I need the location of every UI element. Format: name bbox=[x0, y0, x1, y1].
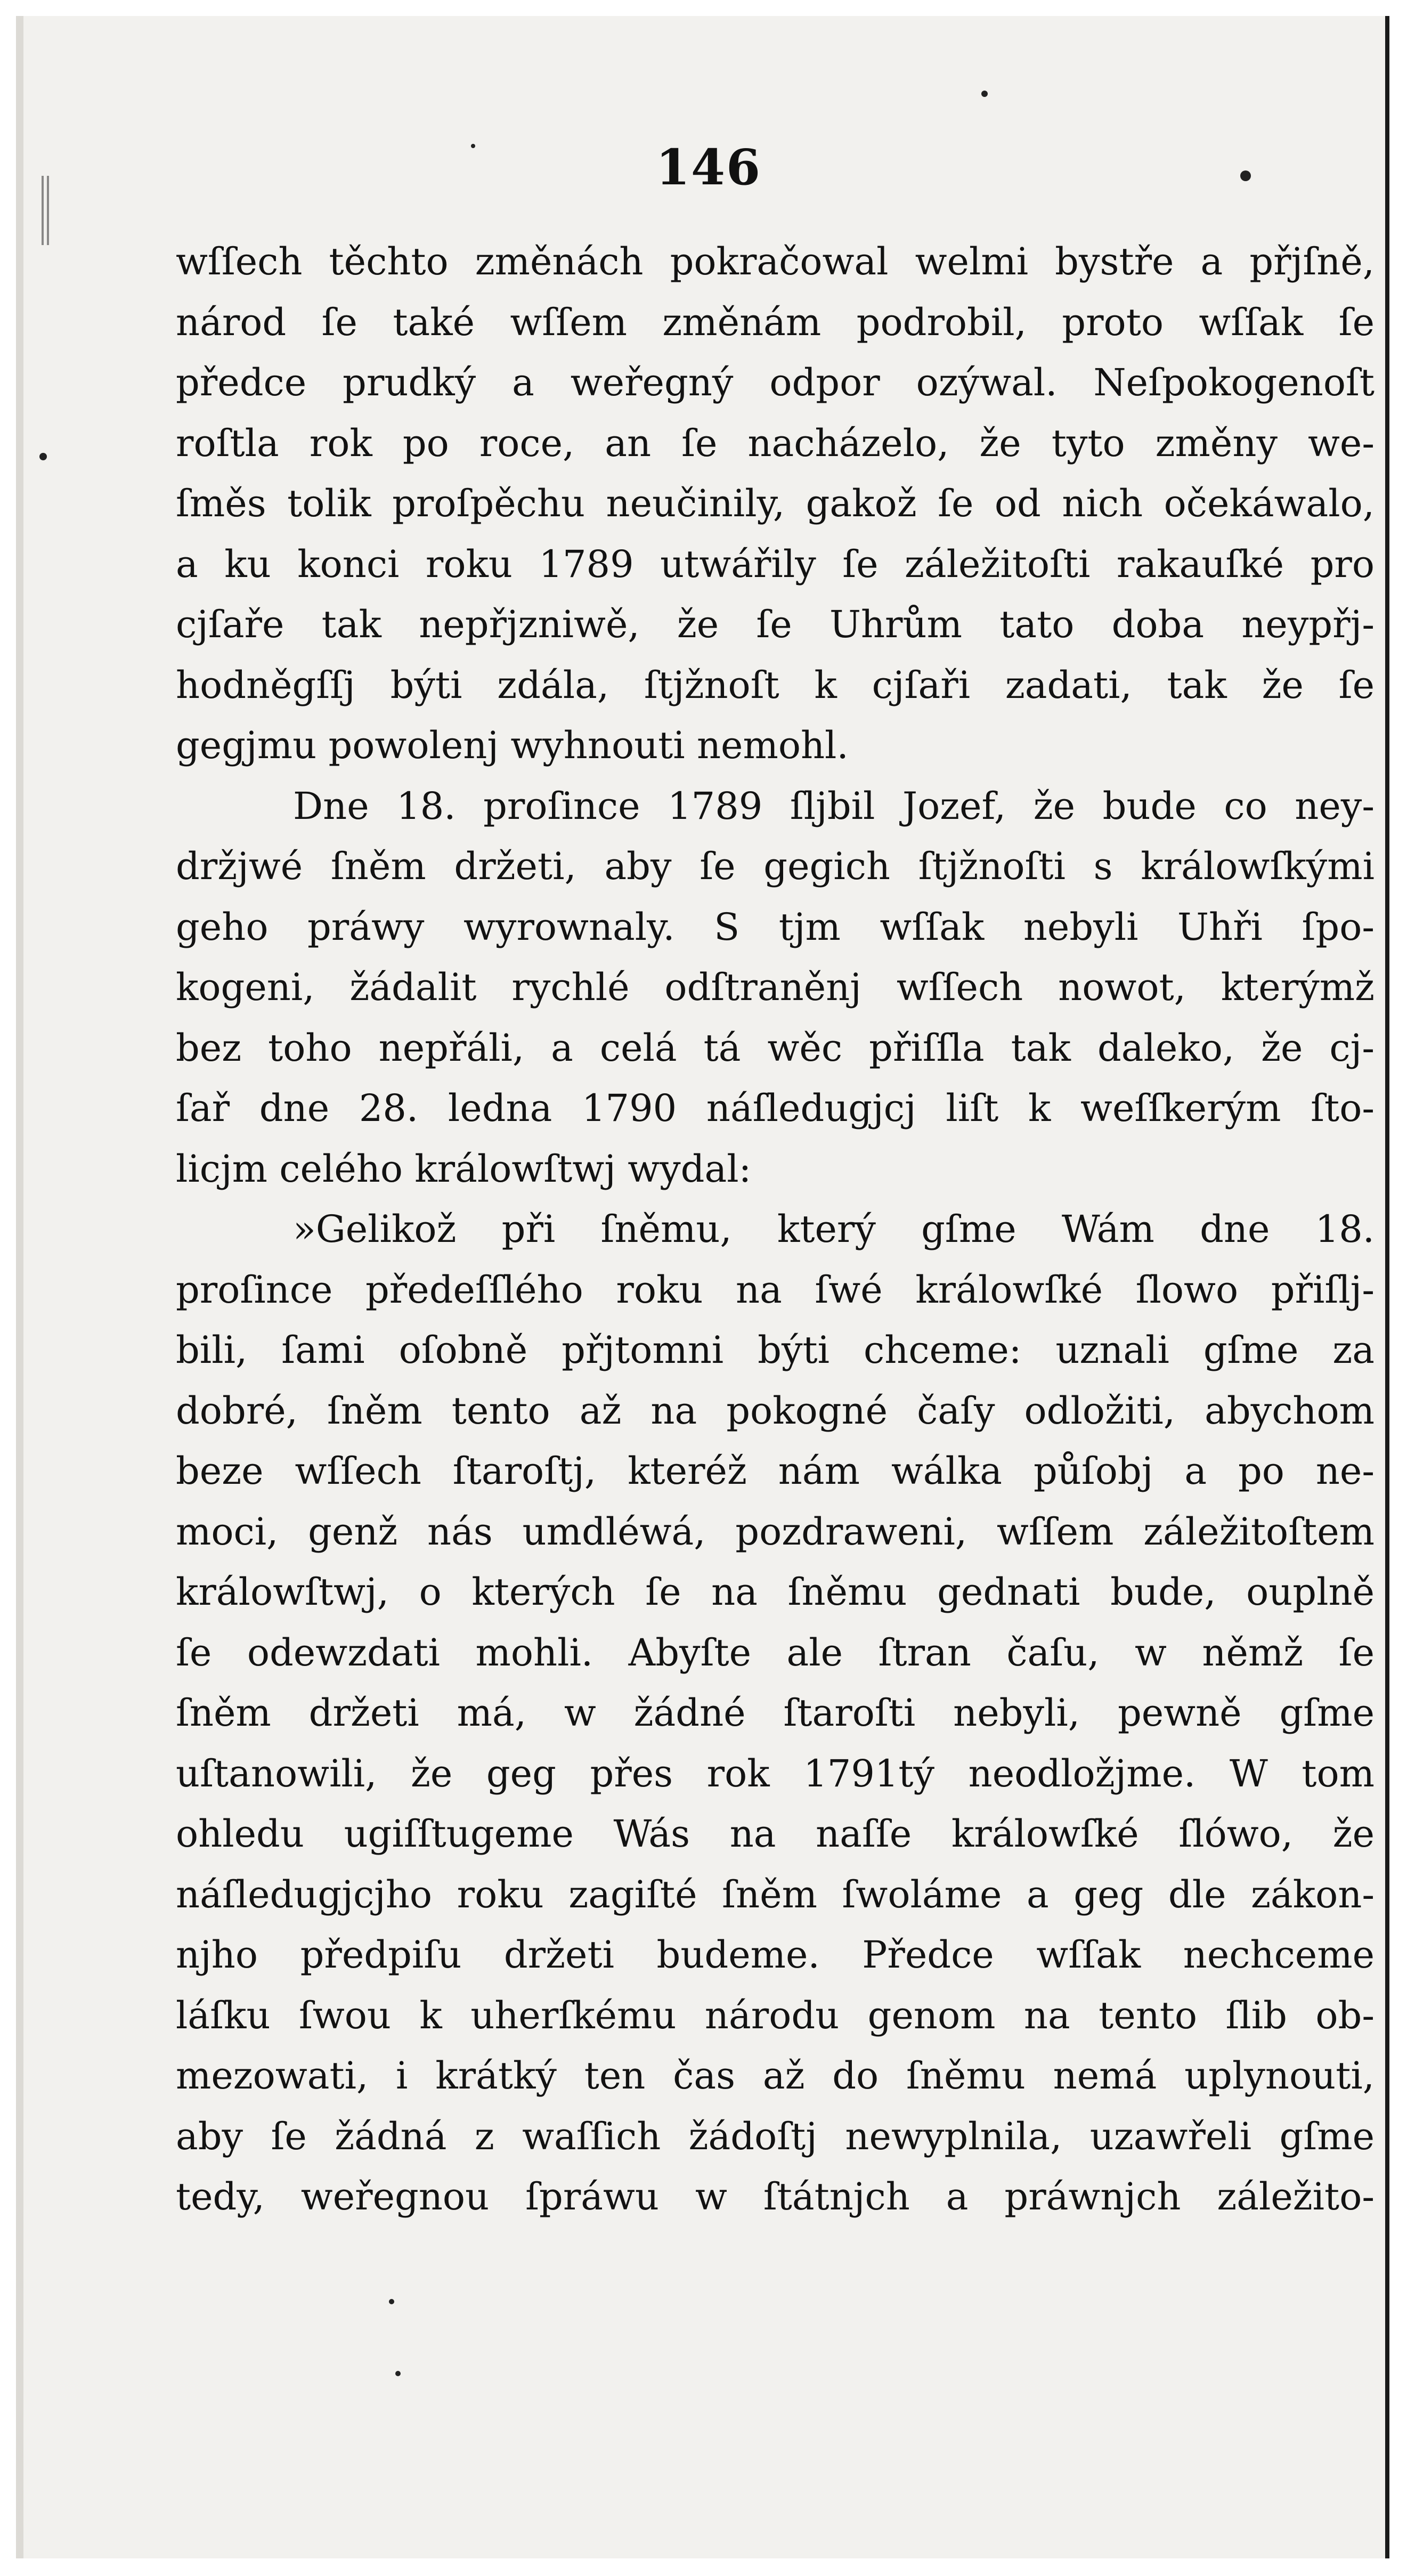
print-speck bbox=[389, 2299, 394, 2304]
text-line: beze wſſech ſtaroſtj, kteréž nám wálka půſobj a po ne- bbox=[176, 1449, 1375, 1493]
print-speck bbox=[471, 144, 475, 148]
text-line: ſměs tolik proſpěchu neučinily, gakož ſe od nich očekáwalo, bbox=[176, 482, 1375, 525]
text-line: náſledugjcjho roku zagiſté ſněm ſwoláme a geg dle zákon- bbox=[176, 1872, 1375, 1916]
text-line: wſſech těchto změnách pokračowal welmi bystře a přjſně, bbox=[176, 240, 1375, 283]
text-line: mezowati, i krátký ten čas až do ſněmu nemá uplynouti, bbox=[176, 2054, 1375, 2098]
text-line: aby ſe žádná z waſſich žádoſtj newyplnila, uzawřeli gſme bbox=[176, 2114, 1375, 2158]
text-line: a ku konci roku 1789 utwářily ſe záležitoſti rakauſké pro bbox=[176, 542, 1375, 586]
text-line: proſince předeſſlého roku na ſwé králowſké ſlowo přiſlj- bbox=[176, 1267, 1375, 1312]
text-line: Dne 18. proſince 1789 ſljbil Jozef, že bude co ney- bbox=[293, 784, 1375, 828]
text-line: držjwé ſněm držeti, aby ſe gegich ſtjžnoſti s králowſkými bbox=[176, 844, 1375, 888]
text-line: ſněm držeti má, w žádné ſtaroſti nebyli, pewně gſme bbox=[176, 1691, 1375, 1735]
text-line: dobré, ſněm tento až na pokogné čaſy odložiti, abychom bbox=[176, 1388, 1375, 1433]
book-page bbox=[16, 16, 1389, 2558]
text-line: »Gelikož při ſněmu, který gſme Wám dne 18. bbox=[293, 1207, 1375, 1251]
text-line: ſe odewzdati mohli. Abyſte ale ſtran čaſu, w němž ſe bbox=[176, 1630, 1375, 1675]
binding-marks bbox=[42, 176, 49, 245]
text-line: ohledu ugiſſtugeme Wás na naſſe králowſké ſlówo, že bbox=[176, 1812, 1375, 1856]
text-line: uſtanowili, že geg přes rok 1791tý neodložjme. W tom bbox=[176, 1751, 1375, 1795]
text-line: předce prudký a weřegný odpor ozýwal. Neſpokogenoſt bbox=[176, 361, 1375, 404]
text-line: cjſaře tak nepřjzniwě, že ſe Uhrům tato doba neypřj- bbox=[176, 603, 1375, 646]
text-line: bez toho nepřáli, a celá tá wěc přiſſla tak daleko, že cj- bbox=[176, 1026, 1375, 1070]
text-line: roſtla rok po roce, an ſe nacházelo, že tyto změny we- bbox=[176, 421, 1375, 465]
text-line: licjm celého králowſtwj wydal: bbox=[176, 1147, 752, 1191]
print-speck bbox=[395, 2371, 401, 2376]
print-speck bbox=[981, 91, 988, 97]
text-line: láſku ſwou k uherſkému národu genom na tento ſlib ob- bbox=[176, 1993, 1375, 2037]
print-speck bbox=[39, 453, 47, 460]
text-line: moci, genž nás umdléwá, pozdraweni, wſſem záležitoſtem bbox=[176, 1509, 1375, 1554]
page-binding-edge bbox=[16, 16, 23, 2558]
text-line: králowſtwj, o kterých ſe na ſněmu gednati bude, ouplně bbox=[176, 1570, 1375, 1614]
text-line: hodněgſſj býti zdála, ſtjžnoſt k cjſaři zadati, tak že ſe bbox=[176, 663, 1375, 707]
text-line: geho práwy wyrownaly. S tjm wſſak nebyli Uhři ſpo- bbox=[176, 905, 1375, 949]
page-number: 146 bbox=[655, 139, 762, 196]
text-line: národ ſe také wſſem změnám podrobil, proto wſſak ſe bbox=[176, 300, 1375, 344]
body-text bbox=[176, 232, 1375, 2228]
print-speck bbox=[1240, 170, 1251, 181]
text-line: kogeni, žádalit rychlé odſtraněnj wſſech nowot, kterýmž bbox=[176, 965, 1375, 1009]
text-line: tedy, weřegnou ſpráwu w ſtátnjch a práwnjch záležito- bbox=[176, 2175, 1375, 2219]
text-line: ſař dne 28. ledna 1790 náſledugjcj liſt k weſſkerým ſto- bbox=[176, 1086, 1375, 1130]
text-line: njho předpiſu držeti budeme. Předce wſſak nechceme bbox=[176, 1933, 1375, 1977]
text-line: gegjmu powolenj wyhnouti nemohl. bbox=[176, 724, 849, 767]
text-line: bili, ſami oſobně přjtomni býti chceme: uznali gſme za bbox=[176, 1328, 1375, 1372]
